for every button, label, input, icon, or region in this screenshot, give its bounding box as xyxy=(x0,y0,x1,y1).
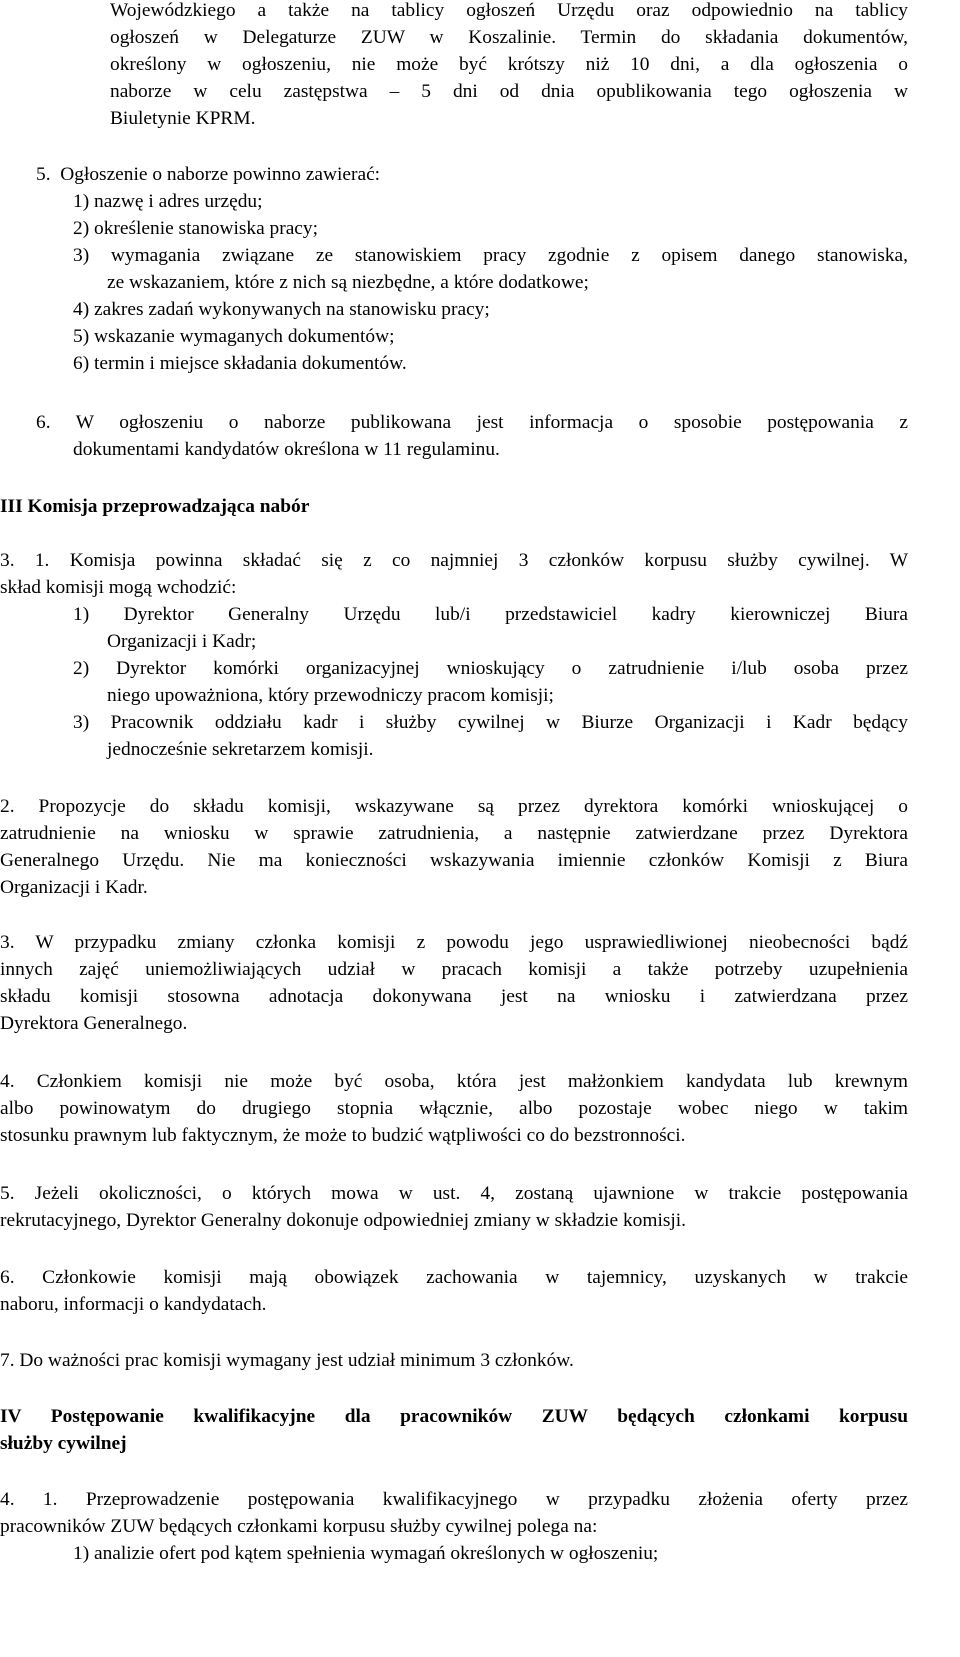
intro-paragraph xyxy=(110,0,908,132)
point-5-lead-text: Ogłoszenie o naborze powinno zawierać: xyxy=(60,164,381,185)
text-line: 4. 1. Przeprowadzenie postępowania kwalifikacyjnego w przypadku złożenia oferty przez xyxy=(0,1489,908,1510)
point-5 xyxy=(36,161,908,188)
text-line: Organizacji i Kadr. xyxy=(0,877,148,898)
list-item: 4) zakres zadań wykonywanych na stanowisku pracy; xyxy=(73,299,490,320)
text-line: Biuletynie KPRM. xyxy=(110,108,256,129)
text-line: pracowników ZUW będących członkami korpusu służby cywilnej polega na: xyxy=(0,1516,598,1537)
text-line: innych zajęć uniemożliwiających udział w pracach komisji a także potrzeby uzupełnienia xyxy=(0,959,908,980)
section-3-point-4 xyxy=(0,1068,908,1149)
list-item-continuation: Organizacji i Kadr; xyxy=(107,631,257,652)
point-5-lead xyxy=(36,161,908,188)
text-line: 2. Propozycje do składu komisji, wskazywane są przez dyrektora komórki wnioskującej o xyxy=(0,796,908,817)
point-6 xyxy=(36,409,908,463)
text-line: ogłoszeń w Delegaturze ZUW w Koszalinie. Termin do składania dokumentów, xyxy=(110,27,908,48)
text-line: naborze w celu zastępstwa – 5 dni od dnia opublikowania tego ogłoszenia w xyxy=(110,81,908,102)
section-3-point-7 xyxy=(0,1347,908,1374)
text-line: stosunku prawnym lub faktycznym, że może to budzić wątpliwości co do bezstronności. xyxy=(0,1125,686,1146)
section-3-point-1 xyxy=(0,547,908,601)
list-item-continuation: niego upoważniona, który przewodniczy pracom komisji; xyxy=(107,685,554,706)
text-line: 4. Członkiem komisji nie może być osoba, która jest małżonkiem kandydata lub krewnym xyxy=(0,1071,908,1092)
text-line: 3. 1. Komisja powinna składać się z co najmniej 3 członków korpusu służby cywilnej. W xyxy=(0,550,908,571)
section-heading: służby cywilnej xyxy=(0,1433,127,1454)
section-3-point-6 xyxy=(0,1264,908,1318)
text-line: Wojewódzkiego a także na tablicy ogłoszeń Urzędu oraz odpowiednio na tablicy xyxy=(110,0,908,21)
text-line: 7. Do ważności prac komisji wymagany jest udział minimum 3 członków. xyxy=(0,1350,574,1371)
list-item: 2) określenie stanowiska pracy; xyxy=(73,218,318,239)
text-line: Generalnego Urzędu. Nie ma konieczności wskazywania imiennie członków Komisji z Biura xyxy=(0,850,908,871)
list-item: 2) Dyrektor komórki organizacyjnej wnioskujący o zatrudnienie i/lub osoba przez xyxy=(73,658,908,679)
text-line: zatrudnienie na wniosku w sprawie zatrudnienia, a następnie zatwierdzane przez Dyrektora xyxy=(0,823,908,844)
section-3-heading xyxy=(0,493,908,520)
section-4-point-1-list xyxy=(73,1540,908,1567)
text-line: 6. Członkowie komisji mają obowiązek zachowania w tajemnicy, uzyskanych w trakcie xyxy=(0,1267,908,1288)
point-5-list xyxy=(73,188,908,377)
text-line: skład komisji mogą wchodzić: xyxy=(0,577,237,598)
text-line: 3. W przypadku zmiany członka komisji z powodu jego usprawiedliwionej nieobecności bądź xyxy=(0,932,908,953)
section-4-point-1 xyxy=(0,1486,908,1540)
list-item-continuation: jednocześnie sekretarzem komisji. xyxy=(107,739,374,760)
text-line: rekrutacyjnego, Dyrektor Generalny dokonuje odpowiedniej zmiany w składzie komisji. xyxy=(0,1210,687,1231)
point-number: 5. xyxy=(36,164,51,185)
list-item: 5) wskazanie wymaganych dokumentów; xyxy=(73,326,395,347)
section-heading: IV Postępowanie kwalifikacyjne dla pracowników ZUW będących członkami korpusu xyxy=(0,1406,908,1427)
text-line: składu komisji stosowna adnotacja dokonywana jest na wniosku i zatwierdzana przez xyxy=(0,986,908,1007)
section-3-point-5 xyxy=(0,1180,908,1234)
list-item: 3) wymagania związane ze stanowiskiem pracy zgodnie z opisem danego stanowiska, xyxy=(73,245,908,266)
text-line: 5. Jeżeli okoliczności, o których mowa w ust. 4, zostaną ujawnione w trakcie postępowania xyxy=(0,1183,908,1204)
list-item: 1) nazwę i adres urzędu; xyxy=(73,191,263,212)
text-line: Dyrektora Generalnego. xyxy=(0,1013,188,1034)
section-4-heading xyxy=(0,1403,908,1457)
list-item: 3) Pracownik oddziału kadr i służby cywilnej w Biurze Organizacji i Kadr będący xyxy=(73,712,908,733)
text-line: albo powinowatym do drugiego stopnia włącznie, albo pozostaje wobec niego w takim xyxy=(0,1098,908,1119)
list-item: 6) termin i miejsce składania dokumentów. xyxy=(73,353,407,374)
text-line: 6. W ogłoszeniu o naborze publikowana jest informacja o sposobie postępowania z xyxy=(36,412,908,433)
list-item-continuation: ze wskazaniem, które z nich są niezbędne, a które dodatkowe; xyxy=(107,272,589,293)
text-line: określony w ogłoszeniu, nie może być krótszy niż 10 dni, a dla ogłoszenia o xyxy=(110,54,908,75)
text-line: naboru, informacji o kandydatach. xyxy=(0,1294,267,1315)
section-heading: III Komisja przeprowadzająca nabór xyxy=(0,496,310,517)
section-3-point-3 xyxy=(0,929,908,1037)
section-3-point-2 xyxy=(0,793,908,901)
list-item: 1) Dyrektor Generalny Urzędu lub/i przedstawiciel kadry kierowniczej Biura xyxy=(73,604,908,625)
section-3-point-1-list xyxy=(73,601,908,763)
text-line: dokumentami kandydatów określona w 11 regulaminu. xyxy=(73,439,500,460)
list-item: 1) analizie ofert pod kątem spełnienia wymagań określonych w ogłoszeniu; xyxy=(73,1543,659,1564)
